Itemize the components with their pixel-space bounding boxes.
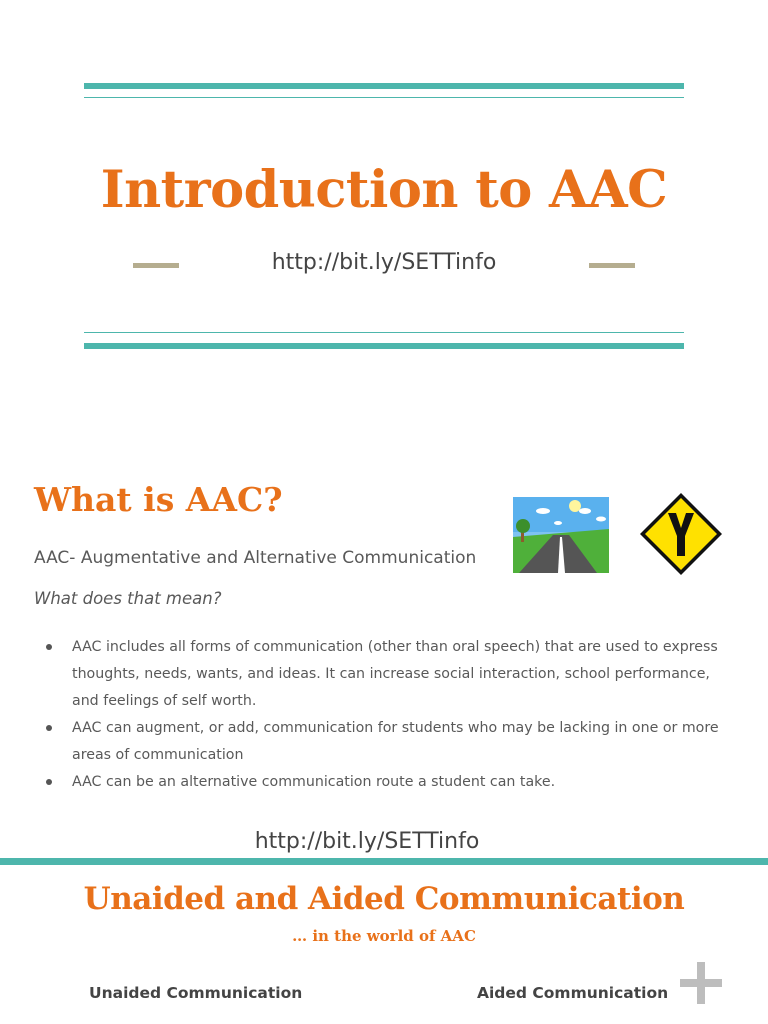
road-image	[513, 497, 609, 573]
aac-question: What does that mean?	[34, 589, 222, 608]
unaided-communication-label: Unaided Communication	[89, 984, 303, 1002]
right-dash	[589, 263, 635, 268]
section-divider-band	[0, 858, 768, 865]
bullet-dot	[46, 644, 52, 650]
list-item: AAC can augment, or add, communication for students who may be lacking in one or more areas of communication	[40, 715, 730, 769]
aided-communication-label: Aided Communication	[477, 984, 669, 1002]
page-title: Introduction to AAC	[100, 160, 668, 220]
plus-icon	[680, 962, 722, 1004]
list-item: AAC includes all forms of communication (other than oral speech) that are used to express thoughts, needs, wants, and ideas. It can increase social interaction, school performance, and feelings of self worth.	[40, 634, 730, 715]
cover-link[interactable]: http://bit.ly/SETTinfo	[271, 250, 497, 275]
footer-link[interactable]: http://bit.ly/SETTinfo	[254, 829, 480, 854]
bullet-dot	[46, 779, 52, 785]
section-title-what-is-aac: What is AAC?	[34, 480, 283, 519]
aac-bullet-list	[40, 634, 730, 796]
aac-definition: AAC- Augmentative and Alternative Communication	[34, 548, 477, 568]
bottom-rule-thick	[84, 343, 684, 349]
fork-in-road-sign-icon	[638, 491, 724, 577]
bullet-dot	[46, 725, 52, 731]
top-rule-thin	[84, 97, 684, 98]
list-item: AAC can be an alternative communication route a student can take.	[40, 769, 730, 796]
bottom-rule-thin	[84, 332, 684, 333]
section-title-unaided-aided: Unaided and Aided Communication	[83, 881, 685, 917]
top-rule-thick	[84, 83, 684, 89]
section-subtitle: … in the world of AAC	[292, 927, 476, 945]
